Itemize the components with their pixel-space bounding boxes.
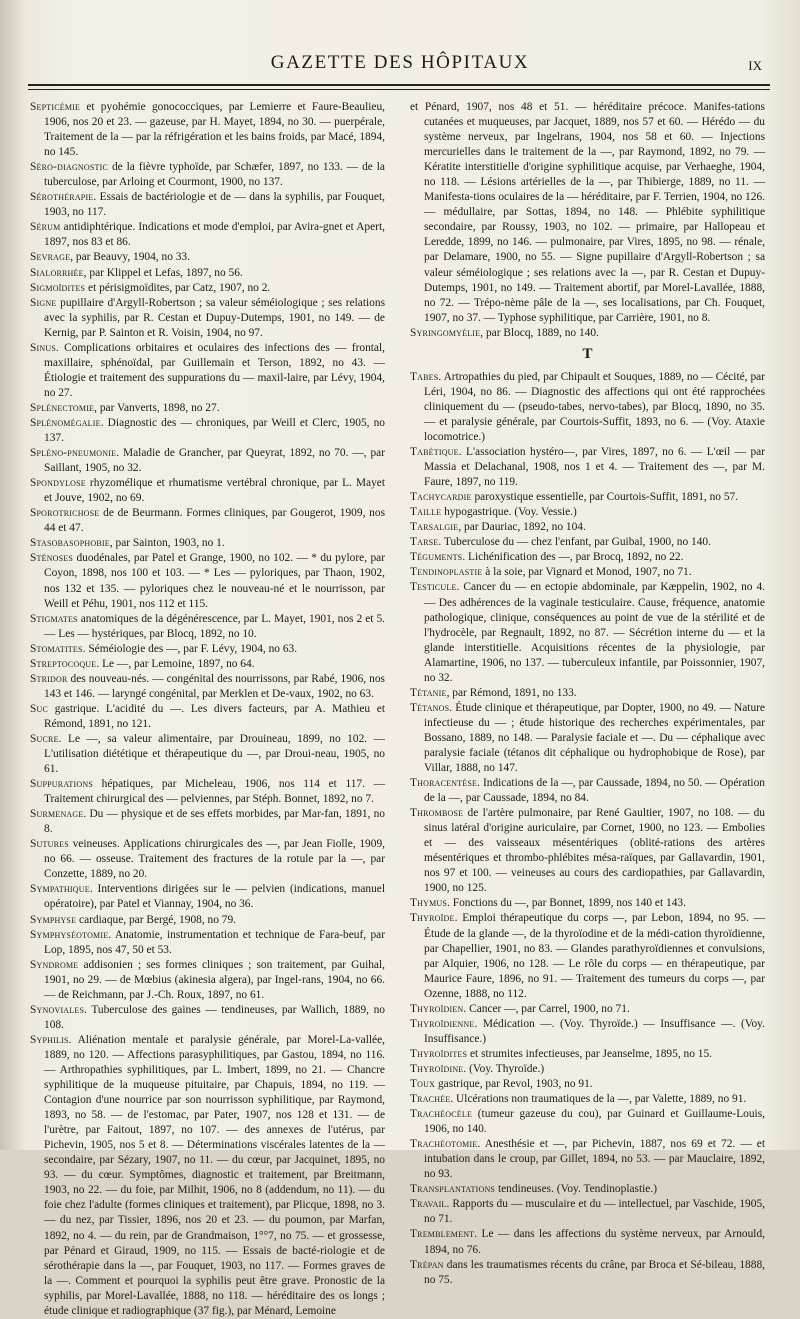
entry-text: anatomiques de la dégénérescence, par L. Mayet, 1901, nos 2 et 5. — Les — hystériques, par Blocq, 1892, no 10. bbox=[44, 612, 385, 640]
entry-keyword: Sigmoïdites bbox=[30, 281, 86, 294]
index-entry bbox=[30, 777, 385, 807]
entry-keyword: Thyroïde bbox=[410, 912, 455, 925]
entry-keyword: Thymus bbox=[410, 897, 448, 910]
entry-keyword: Suc bbox=[30, 702, 49, 715]
right-column-t-entries bbox=[410, 370, 765, 1288]
page-number: IX bbox=[748, 58, 762, 73]
entry-text: à la soie, par Vignard et Monod, 1907, no 71. bbox=[482, 566, 692, 579]
entry-text: tendineuses. (Voy. Tendinoplastie.) bbox=[495, 1183, 658, 1196]
entry-text: de la fièvre typhoïde, par Schæfer, 1897, no 133. — de la tuberculose, par Arloing et Courmont, 1900, no 137. bbox=[44, 161, 385, 189]
entry-keyword: Symphyséotomie bbox=[30, 928, 109, 941]
entry-text: hépatiques, par Micheleau, 1906, nos 114 et 117. — Traitement chirurgical des — pelviennes, par Stéph. Bonnet, 1892, no 7. bbox=[44, 778, 385, 806]
entry-text: . Médication —. (Voy. Thyroïde.) — Insuffisance —. (Voy. Insuffisance.) bbox=[424, 1017, 765, 1045]
index-entry bbox=[30, 296, 385, 341]
index-entry bbox=[410, 445, 765, 490]
index-entry bbox=[30, 250, 385, 265]
entry-text: . Aliénation mentale et paralysie générale, par Morel-La-vallée, 1889, no 120. — Affections parasyphilitiques, par Gastou, 1894, no 116. — Arthropathies syphilitiques, par L. Imbert, 1899, no 21. — Chancre syphilitique de la muqueuse pituitaire, par Chapuis, 1894, no 119. — Contagion d'une nourrice par son nourrisson syphilitique, par Raymond, 1893, no 58. — de l'estomac, par Pater, 1907, nos 128 et 131. — de l'urètre, par Faitout, 1897, no 107. — des annexes de l'utérus, par Pichevin, 1905, nos 5 et 8. — Déterminations viscérales latentes de la — secondaire, par Sézary, 1907, no 11. — du cœur, par Jacquinet, 1895, no 93. — du cœur. Symptômes, diagnostic et traitement, par Breitmann, 1903, no 22. — du foie, par Milhit, 1906, no 8 (addendum, no 11). — du foie chez l'adulte (formes cliniques et traitement), par Plicque, 1898, no 3. — du nez, par Tissier, 1896, nos 20 et 23. — du poumon, par Marfan, 1892, no 4. — du rein, par de Grandmaison, 1°°7, no 75. — et grossesse, par Pénard et Giraud, 1909, no 115. — Essais de bacté-riologie et de sérothérapie dans la —, par Fouquet, 1903, no 117. — Formes graves de la —. Comment et pourquoi la syphilis peut être grave. Pronostic de la syphilis, par Morel-Lavallée, 1888, no 118. — héréditaire des os longs ; étude clinique et radiographique (37 fig.), par Ménard, Lemoine bbox=[44, 1033, 385, 1317]
index-entry bbox=[410, 1092, 765, 1107]
index-entry bbox=[30, 642, 385, 657]
entry-keyword: Toux bbox=[410, 1078, 436, 1090]
entry-text: . Rapports du — musculaire et du — intellectuel, par Vaschide, 1905, no 71. bbox=[424, 1198, 765, 1226]
index-entry bbox=[30, 807, 385, 837]
index-entry bbox=[30, 928, 385, 958]
entry-text: . Artropathies du pied, par Chipault et Souques, 1889, no — Cécité, par Léri, 1904, no 86. — Diagnostic des affections qui ont été rapprochées cliniquement du — (pseudo-tabes, nervo-tabes), par Blocq, 1890, no 35. — et paralysie générale, par Courtois-Suffit, 1893, no 6. — (Voy. Ataxie locomotrice.) bbox=[424, 370, 765, 443]
entry-keyword: Taille bbox=[410, 506, 442, 519]
entry-keyword: Tarsalgie bbox=[410, 521, 459, 534]
entry-keyword: Thyroïdienne bbox=[410, 1017, 475, 1030]
entry-text: . L'association hystéro—, par Vires, 1897, no 6. — L'œil — par Massia et Delachanal, 1908, nos 1 et 4. — Traitement des —, par M. Faure, 1897, no 119. bbox=[424, 446, 765, 489]
entry-text: . Le —, par Lemoine, 1897, no 64. bbox=[96, 657, 255, 670]
entry-keyword: Signe bbox=[30, 296, 57, 309]
entry-text: , par Rémond, 1891, no 133. bbox=[446, 686, 577, 699]
index-entry bbox=[410, 370, 765, 445]
entry-keyword: Travail bbox=[410, 1198, 447, 1211]
index-entry bbox=[410, 1002, 765, 1017]
entry-text: et périsigmoïdites, par Catz, 1907, no 2. bbox=[85, 281, 271, 294]
index-entry bbox=[30, 1033, 385, 1319]
entry-text: . Diagnostic des — chroniques, par Weill et Clerc, 1905, no 137. bbox=[44, 416, 385, 445]
entry-text: dans les traumatismes récents du crâne, par Broca et Sé-bileau, 1888, no 75. bbox=[424, 1258, 765, 1286]
index-entry bbox=[410, 580, 765, 685]
index-entry bbox=[30, 702, 385, 732]
index-entry bbox=[30, 266, 385, 281]
index-entry bbox=[410, 1182, 765, 1197]
index-entry bbox=[30, 476, 385, 506]
index-entry bbox=[410, 550, 765, 565]
entry-text: . Emploi thérapeutique du corps —, par Lebon, 1894, no 95. — Étude de la glande —, de la thyroïodine et de la médi-cation thyroïdienne, par Chapellier, 1901, no 83. — Glandes parathyroïdiennes et convulsions, par Alquier, 1906, no 128. — Le rôle du corps — en thérapeutique, par Maurice Faure, 1896, no 91. — Traitement des tumeurs du corps —, par Ozenne, 1888, no 112. bbox=[424, 912, 765, 1000]
index-entry bbox=[410, 1107, 765, 1137]
entry-text: de de Beurmann. Formes cliniques, par Gougerot, 1909, nos 44 et 47. bbox=[44, 507, 385, 535]
entry-keyword: Tétanie bbox=[410, 686, 447, 699]
index-entry bbox=[410, 911, 765, 1001]
index-entry bbox=[410, 326, 765, 341]
entry-keyword: Thyroïdien bbox=[410, 1002, 464, 1015]
entry-keyword: Tarse bbox=[410, 536, 439, 549]
entry-keyword: Trachée bbox=[410, 1093, 451, 1106]
index-entry bbox=[410, 100, 765, 326]
entry-text: . Essais de bactériologie et de — dans la syphilis, par Fouquet, 1903, no 117. bbox=[44, 191, 385, 219]
entry-text: de l'artère pulmonaire, par René Gaultier, 1907, no 108. — du sinus latéral d'origine auriculaire, par Cornet, 1900, no 123. — Embolies et — des vaisseaux mésentériques (oblité-rations des artères mésentériques et thrombo-phlébites mésa-raïques, par Gallavardin, 1901, nos 97 et 100. — veineuses au cours des cardiopathies, par Gallavardin, 1900, no 125. bbox=[424, 807, 765, 895]
index-entry bbox=[30, 1003, 385, 1033]
entry-keyword: Synoviales bbox=[30, 1003, 85, 1016]
index-entry bbox=[30, 160, 385, 190]
index-entry bbox=[410, 1197, 765, 1227]
entry-text: , par Dauriac, 1892, no 104. bbox=[458, 521, 586, 534]
index-entry bbox=[410, 776, 765, 806]
index-entry bbox=[410, 1227, 765, 1257]
entry-keyword: Thrombose bbox=[410, 807, 464, 820]
entry-keyword: Sucre bbox=[30, 732, 59, 745]
left-column bbox=[30, 100, 385, 1319]
entry-text: hypogastrique. (Voy. Vessie.) bbox=[441, 506, 577, 519]
entry-keyword: Stasobasophobie bbox=[30, 537, 110, 550]
index-entry bbox=[410, 701, 765, 776]
entry-text: , par Beauvy, 1904, no 33. bbox=[70, 251, 190, 264]
entry-text: , par Vanverts, 1898, no 27. bbox=[94, 401, 220, 414]
journal-title: GAZETTE DES HÔPITAUX bbox=[270, 52, 530, 73]
entry-text: , par Sainton, 1903, no 1. bbox=[109, 537, 225, 550]
index-entry bbox=[30, 732, 385, 777]
index-entry bbox=[410, 1077, 765, 1092]
entry-keyword: Thyroïdine bbox=[410, 1062, 464, 1075]
index-entry bbox=[410, 806, 765, 896]
entry-text: . Ulcérations non traumatiques de la —, par Valette, 1889, no 91. bbox=[450, 1093, 747, 1106]
right-column-continued-entries bbox=[410, 100, 765, 341]
entry-text: gastrique, par Revol, 1903, no 91. bbox=[435, 1078, 593, 1090]
index-entry bbox=[30, 446, 385, 476]
entry-keyword: Splénomégalie bbox=[30, 416, 101, 429]
entry-keyword: Sténoses bbox=[30, 552, 74, 565]
entry-keyword: Tendinoplastie bbox=[410, 566, 483, 579]
entry-keyword: Testicule bbox=[410, 581, 457, 594]
entry-text: pupillaire d'Argyll-Robertson ; sa valeur séméiologique ; ses relations avec la syphilis, par R. Cestan et Dupuy-Dutemps, 1901, no 149. — de Kernig, par P. Sainton et R. Voisin, 1904, no 97. bbox=[44, 296, 385, 339]
entry-keyword: Stomatites bbox=[30, 642, 83, 655]
index-entry bbox=[30, 958, 385, 1003]
index-entry bbox=[30, 506, 385, 536]
entry-keyword: Tétanos bbox=[410, 701, 450, 714]
entry-text: . Maladie de Grancher, par Queyrat, 1892, no 70. —, par Saillant, 1905, no 32. bbox=[44, 447, 385, 475]
index-entry bbox=[410, 1047, 765, 1062]
entry-text: . Indications de la —, par Caussade, 1894, no 50. — Opération de la —, par Caussade, 1894, no 84. bbox=[424, 777, 765, 805]
index-entry bbox=[410, 1017, 765, 1047]
entry-text: . (Voy. Thyroïde.) bbox=[463, 1062, 545, 1075]
index-entry bbox=[30, 536, 385, 551]
entry-keyword: Sialorrhée bbox=[30, 266, 84, 279]
index-entry bbox=[30, 100, 385, 160]
entry-keyword: Septicémie bbox=[30, 101, 81, 113]
entry-keyword: Syndrome bbox=[30, 958, 79, 971]
section-letter: T bbox=[582, 345, 593, 362]
entry-text: . Tuberculose du — chez l'enfant, par Guibal, 1900, no 140. bbox=[438, 536, 711, 549]
entry-keyword: Spléno-pneumonie bbox=[30, 447, 117, 460]
entry-text: , par Klippel et Lefas, 1897, no 56. bbox=[83, 266, 243, 279]
entry-text: . Du — physique et de ses effets morbides, par Mar-fan, 1891, no 8. bbox=[44, 808, 385, 836]
entry-text: . Tuberculose des gaines — tendineuses, par Wallich, 1889, no 108. bbox=[44, 1003, 385, 1031]
entry-keyword: Sporotrichose bbox=[30, 507, 100, 520]
entry-keyword: Tachycardie bbox=[410, 491, 472, 504]
entry-text: . Cancer —, par Carrel, 1900, no 71. bbox=[463, 1002, 630, 1015]
index-entry bbox=[30, 281, 385, 296]
entry-text: et strumites infectieuses, par Jeanselme, 1895, no 15. bbox=[467, 1047, 712, 1060]
entry-keyword: Séro-diagnostic bbox=[30, 161, 109, 174]
entry-text: rhyzomélique et rhumatisme vertébral chronique, par L. Mayet et Jouve, 1902, no 69. bbox=[44, 477, 385, 505]
index-entry bbox=[30, 657, 385, 672]
index-entry bbox=[30, 401, 385, 416]
index-entry bbox=[410, 565, 765, 580]
entry-text: veineuses. Applications chirurgicales des —, par Jean Fiolle, 1909, no 66. — osseuse. Traitement des fractures de la rotule par la —, par Conzette, 1889, no 20. bbox=[44, 838, 385, 881]
index-entry bbox=[410, 896, 765, 911]
index-entry bbox=[410, 1137, 765, 1182]
index-entry bbox=[30, 913, 385, 928]
entry-text: . Anatomie, instrumentation et technique de Fara-beuf, par Lop, 1895, nos 47, 50 et 53. bbox=[44, 928, 385, 956]
index-entry bbox=[410, 535, 765, 550]
index-entry bbox=[30, 612, 385, 642]
entry-text: cardiaque, par Bergé, 1908, no 79. bbox=[76, 913, 237, 926]
entry-keyword: Sevrage bbox=[30, 251, 71, 264]
index-entry bbox=[410, 1062, 765, 1077]
entry-text: addisonien ; ses formes cliniques ; son traitement, par Guihal, 1901, no 29. — de Mœbius (akinesia algera), par Ingel-rans, 1904, no 66. — de Reichmann, par J.-Ch. Roux, 1897, no 61. bbox=[44, 958, 385, 1001]
entry-keyword: Stridor bbox=[30, 672, 68, 685]
header-rule bbox=[28, 84, 770, 90]
index-entry bbox=[30, 551, 385, 611]
entry-text: . Le — dans les affections du système nerveux, par Arnould, 1894, no 76. bbox=[424, 1228, 765, 1256]
entry-text: . Fonctions du —, par Bonnet, 1899, nos 140 et 143. bbox=[447, 897, 686, 910]
index-entry bbox=[30, 190, 385, 220]
entry-text: . Anesthésie et —, par Pichevin, 1887, nos 69 et 72. — et intubation dans le croup, par Gillet, 1894, no 53. — par Mauclaire, 1892, no 93. bbox=[424, 1138, 765, 1181]
entry-keyword: Streptocoque bbox=[30, 657, 97, 670]
index-entry bbox=[410, 520, 765, 535]
entry-text: des nouveau-nés. — congénital des nourrissons, par Rabé, 1906, nos 143 et 146. — laryngé congénital, par Merklen et De-vaux, 1902, no 63. bbox=[44, 672, 385, 700]
entry-keyword: Trachéotomie bbox=[410, 1138, 478, 1151]
index-entry bbox=[30, 220, 385, 250]
entry-text: . Complications orbitaires et oculaires des infections des — frontal, maxillaire, sphénoïdal, par Guillemain et Terson, 1892, no 43. — Étiologie et traitement des suppurations du — maxil-laire, par Lévy, 1904, no 27. bbox=[44, 341, 385, 399]
entry-keyword: Transplantations bbox=[410, 1183, 496, 1196]
entry-text: . Étude clinique et thérapeutique, par Dopter, 1900, no 49. — Nature infectieuse du — ; étude historique des recherches expérimentales, par Bossano, 1889, no 148. — Paralysie faciale et —. Du — céphalique avec paralysie faciale (tétanos dit céphalique ou hydrophobique de Rose), par Villar, 1888, no 147. bbox=[424, 701, 765, 775]
entry-text: duodénales, par Patel et Grange, 1900, no 102. — * du pylore, par Coyon, 1898, nos 100 et 103. — * Les — pyloriques, par Thaon, 1902, nos 132 et 135. — pyloriques chez le nouveau-né et le nourrisson, par Weill et Péhu, 1901, nos 112 et 115. bbox=[44, 552, 385, 610]
page-header bbox=[0, 52, 800, 78]
index-entry bbox=[410, 1258, 765, 1288]
entry-text: . Le —, sa valeur alimentaire, par Drouineau, 1899, no 102. — L'utilisation diététique et thérapeutique du —, par Droui-neau, 1905, no 61. bbox=[44, 732, 385, 776]
entry-keyword: Thyroïdites bbox=[410, 1047, 468, 1060]
entry-text: . Interventions dirigées sur le — pelvien (indications, manuel opératoire), par Patel et Viannay, 1904, no 36. bbox=[44, 883, 385, 911]
entry-keyword: Symphyse bbox=[30, 913, 77, 926]
index-entry bbox=[30, 837, 385, 882]
entry-keyword: Surmenage bbox=[30, 808, 84, 821]
entry-keyword: Sympathique bbox=[30, 883, 90, 896]
entry-keyword: Sutures bbox=[30, 838, 69, 851]
entry-text: antidiphtérique. Indications et mode d'emploi, par Avira-gnet et Apert, 1897, nos 83 et 86. bbox=[44, 221, 385, 249]
entry-text: , par Blocq, 1889, no 140. bbox=[480, 326, 599, 339]
entry-keyword: Tabétique bbox=[410, 446, 459, 459]
entry-keyword: Trachéocèle bbox=[410, 1108, 473, 1121]
entry-keyword: Thoracentèse bbox=[410, 777, 478, 790]
entry-keyword: Sérothérapie bbox=[30, 191, 94, 204]
entry-keyword: Tremblement bbox=[410, 1228, 475, 1241]
index-entry bbox=[410, 505, 765, 520]
index-entry bbox=[30, 416, 385, 446]
index-entry bbox=[410, 686, 765, 701]
entry-text: paroxystique essentielle, par Courtois-Suffit, 1891, no 57. bbox=[471, 491, 739, 504]
entry-keyword: Téguments bbox=[410, 551, 463, 564]
right-column bbox=[410, 100, 765, 1288]
entry-text: gastrique. L'acidité du —. Les divers facteurs, par A. Mathieu et Rémond, 1891, no 121. bbox=[44, 702, 385, 730]
entry-keyword: Spondylose bbox=[30, 477, 86, 490]
entry-keyword: Syringomyélie bbox=[410, 326, 481, 339]
entry-keyword: Suppurations bbox=[30, 778, 93, 791]
entry-keyword: Trépan bbox=[410, 1258, 444, 1271]
index-entry bbox=[30, 672, 385, 702]
index-entry bbox=[410, 490, 765, 505]
entry-keyword: Sérum bbox=[30, 221, 61, 234]
entry-text: et Pénard, 1907, nos 48 et 51. — héréditaire précoce. Manifes-tations cutanées et muqueuses, par Jacquet, 1889, nos 57 et 60. — Hérédo — du système nerveux, par Ingelrans, 1904, nos 58 et 60. — Injections mercurielles dans le traitement de la —, par Raymond, 1892, no 79. — Kératite interstitielle d'origine syphilitique acquise, par Verhaeghe, 1904, no 118. — Lésions artérielles de la —, par Thibierge, 1889, no 11. — Manifesta-tions oculaires de la — héréditaire, par F. Terrien, 1904, no 126. — médullaire, par Sottas, 1894, no 148. — Phlébite syphilitique secondaire, par Roussy, 1903, no 102. — primaire, par Hallopeau et Leredde, 1899, no 146. — pulmonaire, par Vires, 1895, no 98. — rénale, par Delamare, 1900, no 55. — Signe pupillaire d'Argyll-Robertson ; sa valeur séméiologique ; ses relations avec la —, par R. Cestan et Dupuy-Dutemps, 1901, no 149. — Traitement abortif, par Morel-Lavallée, 1888, no 72. — Trépo-nème pâle de la —, ses localisations, par Ch. Fouquet, 1907, no 37. — Typhose syphilitique, par Carrière, 1901, no 8. bbox=[410, 101, 765, 324]
entry-keyword: Stigmates bbox=[30, 612, 78, 625]
index-entry bbox=[30, 882, 385, 912]
entry-keyword: Splénectomie bbox=[30, 401, 95, 414]
entry-text: (tumeur gazeuse du cou), par Guinard et Guillaume-Louis, 1906, no 140. bbox=[424, 1108, 765, 1136]
entry-keyword: Sinus bbox=[30, 341, 57, 354]
entry-keyword: Syphilis bbox=[30, 1033, 69, 1046]
entry-text: . Séméiologie des —, par F. Lévy, 1904, no 63. bbox=[82, 642, 298, 655]
entry-text: et pyohémie gonococciques, par Lemierre et Faure-Beaulieu, 1906, nos 20 et 23. — gazeuse, par H. Mayet, 1894, no 30. — puerpérale, Traitement de la — par la réfrigération et les bains froids, par Macé, 1894, no 145. bbox=[44, 101, 385, 159]
entry-keyword: Tabes bbox=[410, 370, 439, 383]
index-entry bbox=[30, 341, 385, 401]
entry-text: . Lichénification des —, par Brocq, 1892, no 22. bbox=[462, 551, 684, 564]
entry-text: . Cancer du — en ectopie abdominale, par Kæppelin, 1902, no 4. — Des adhérences de la vaginale testiculaire. Cause, fréquence, anatomie pathologique, clinique, conséquences au point de vue de la stérilité et de l'hydrocèle, par Regnault, 1892, no 87. — Sécrétion interne du — et la glande interstitielle. Acquisitions récentes de la physiologie, par Alamartine, 1906, no 137. — tuberculeux infantile, par Poissonnier, 1907, no 32. bbox=[424, 581, 765, 684]
